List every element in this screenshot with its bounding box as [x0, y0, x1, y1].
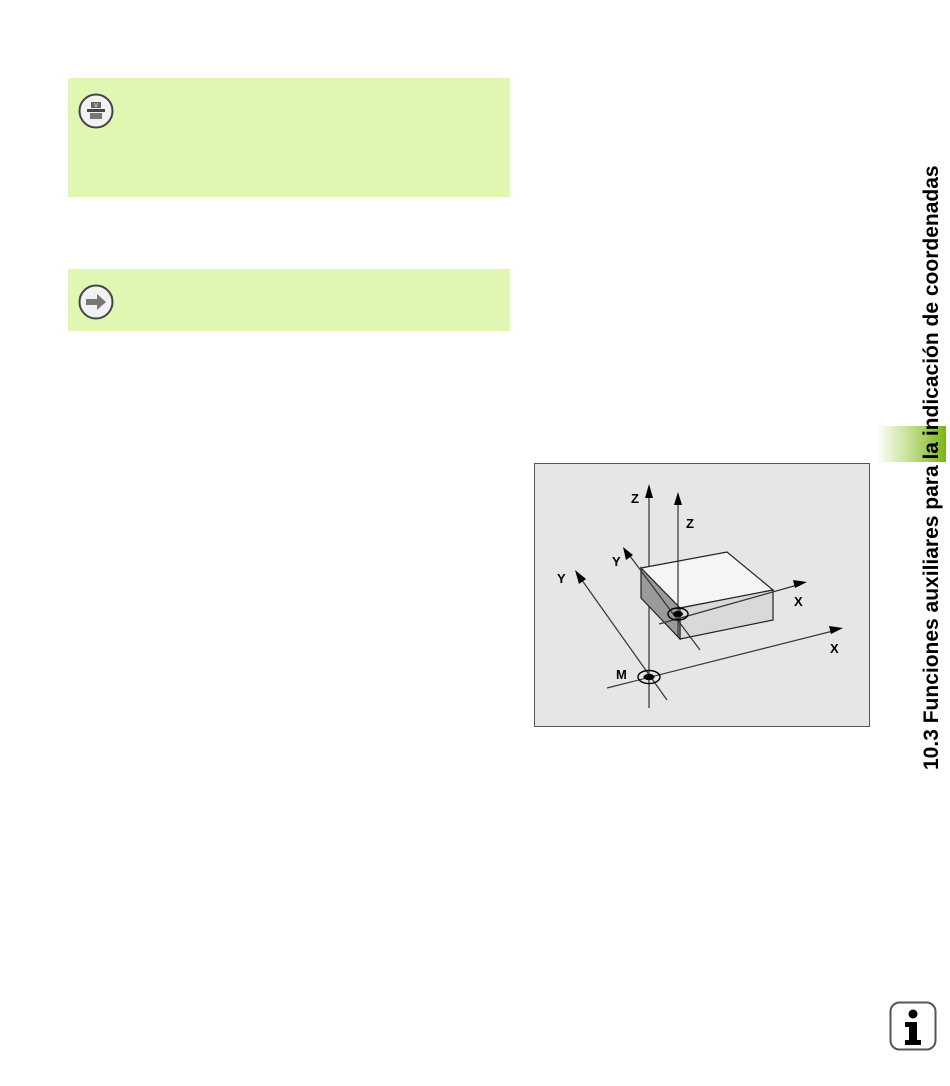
info-icon — [889, 1001, 937, 1051]
machine-note-box — [68, 78, 510, 197]
x-machine-label: X — [830, 641, 839, 656]
section-title: 10.3 Funciones auxiliares para la indicación de coordenadas — [920, 165, 943, 770]
origin-label: M — [616, 667, 627, 682]
x-machine-axis — [607, 630, 837, 688]
coordinate-figure — [534, 463, 870, 727]
y-machine-label: Y — [557, 571, 566, 586]
z-machine-label: Z — [631, 491, 639, 506]
svg-text:V: V — [93, 103, 99, 110]
info-note-box — [68, 269, 510, 331]
arrow-right-icon — [78, 284, 114, 320]
z-work-label: Z — [686, 516, 694, 531]
y-work-label: Y — [612, 554, 621, 569]
x-work-label: X — [794, 594, 803, 609]
machine-manual-icon — [78, 93, 114, 129]
